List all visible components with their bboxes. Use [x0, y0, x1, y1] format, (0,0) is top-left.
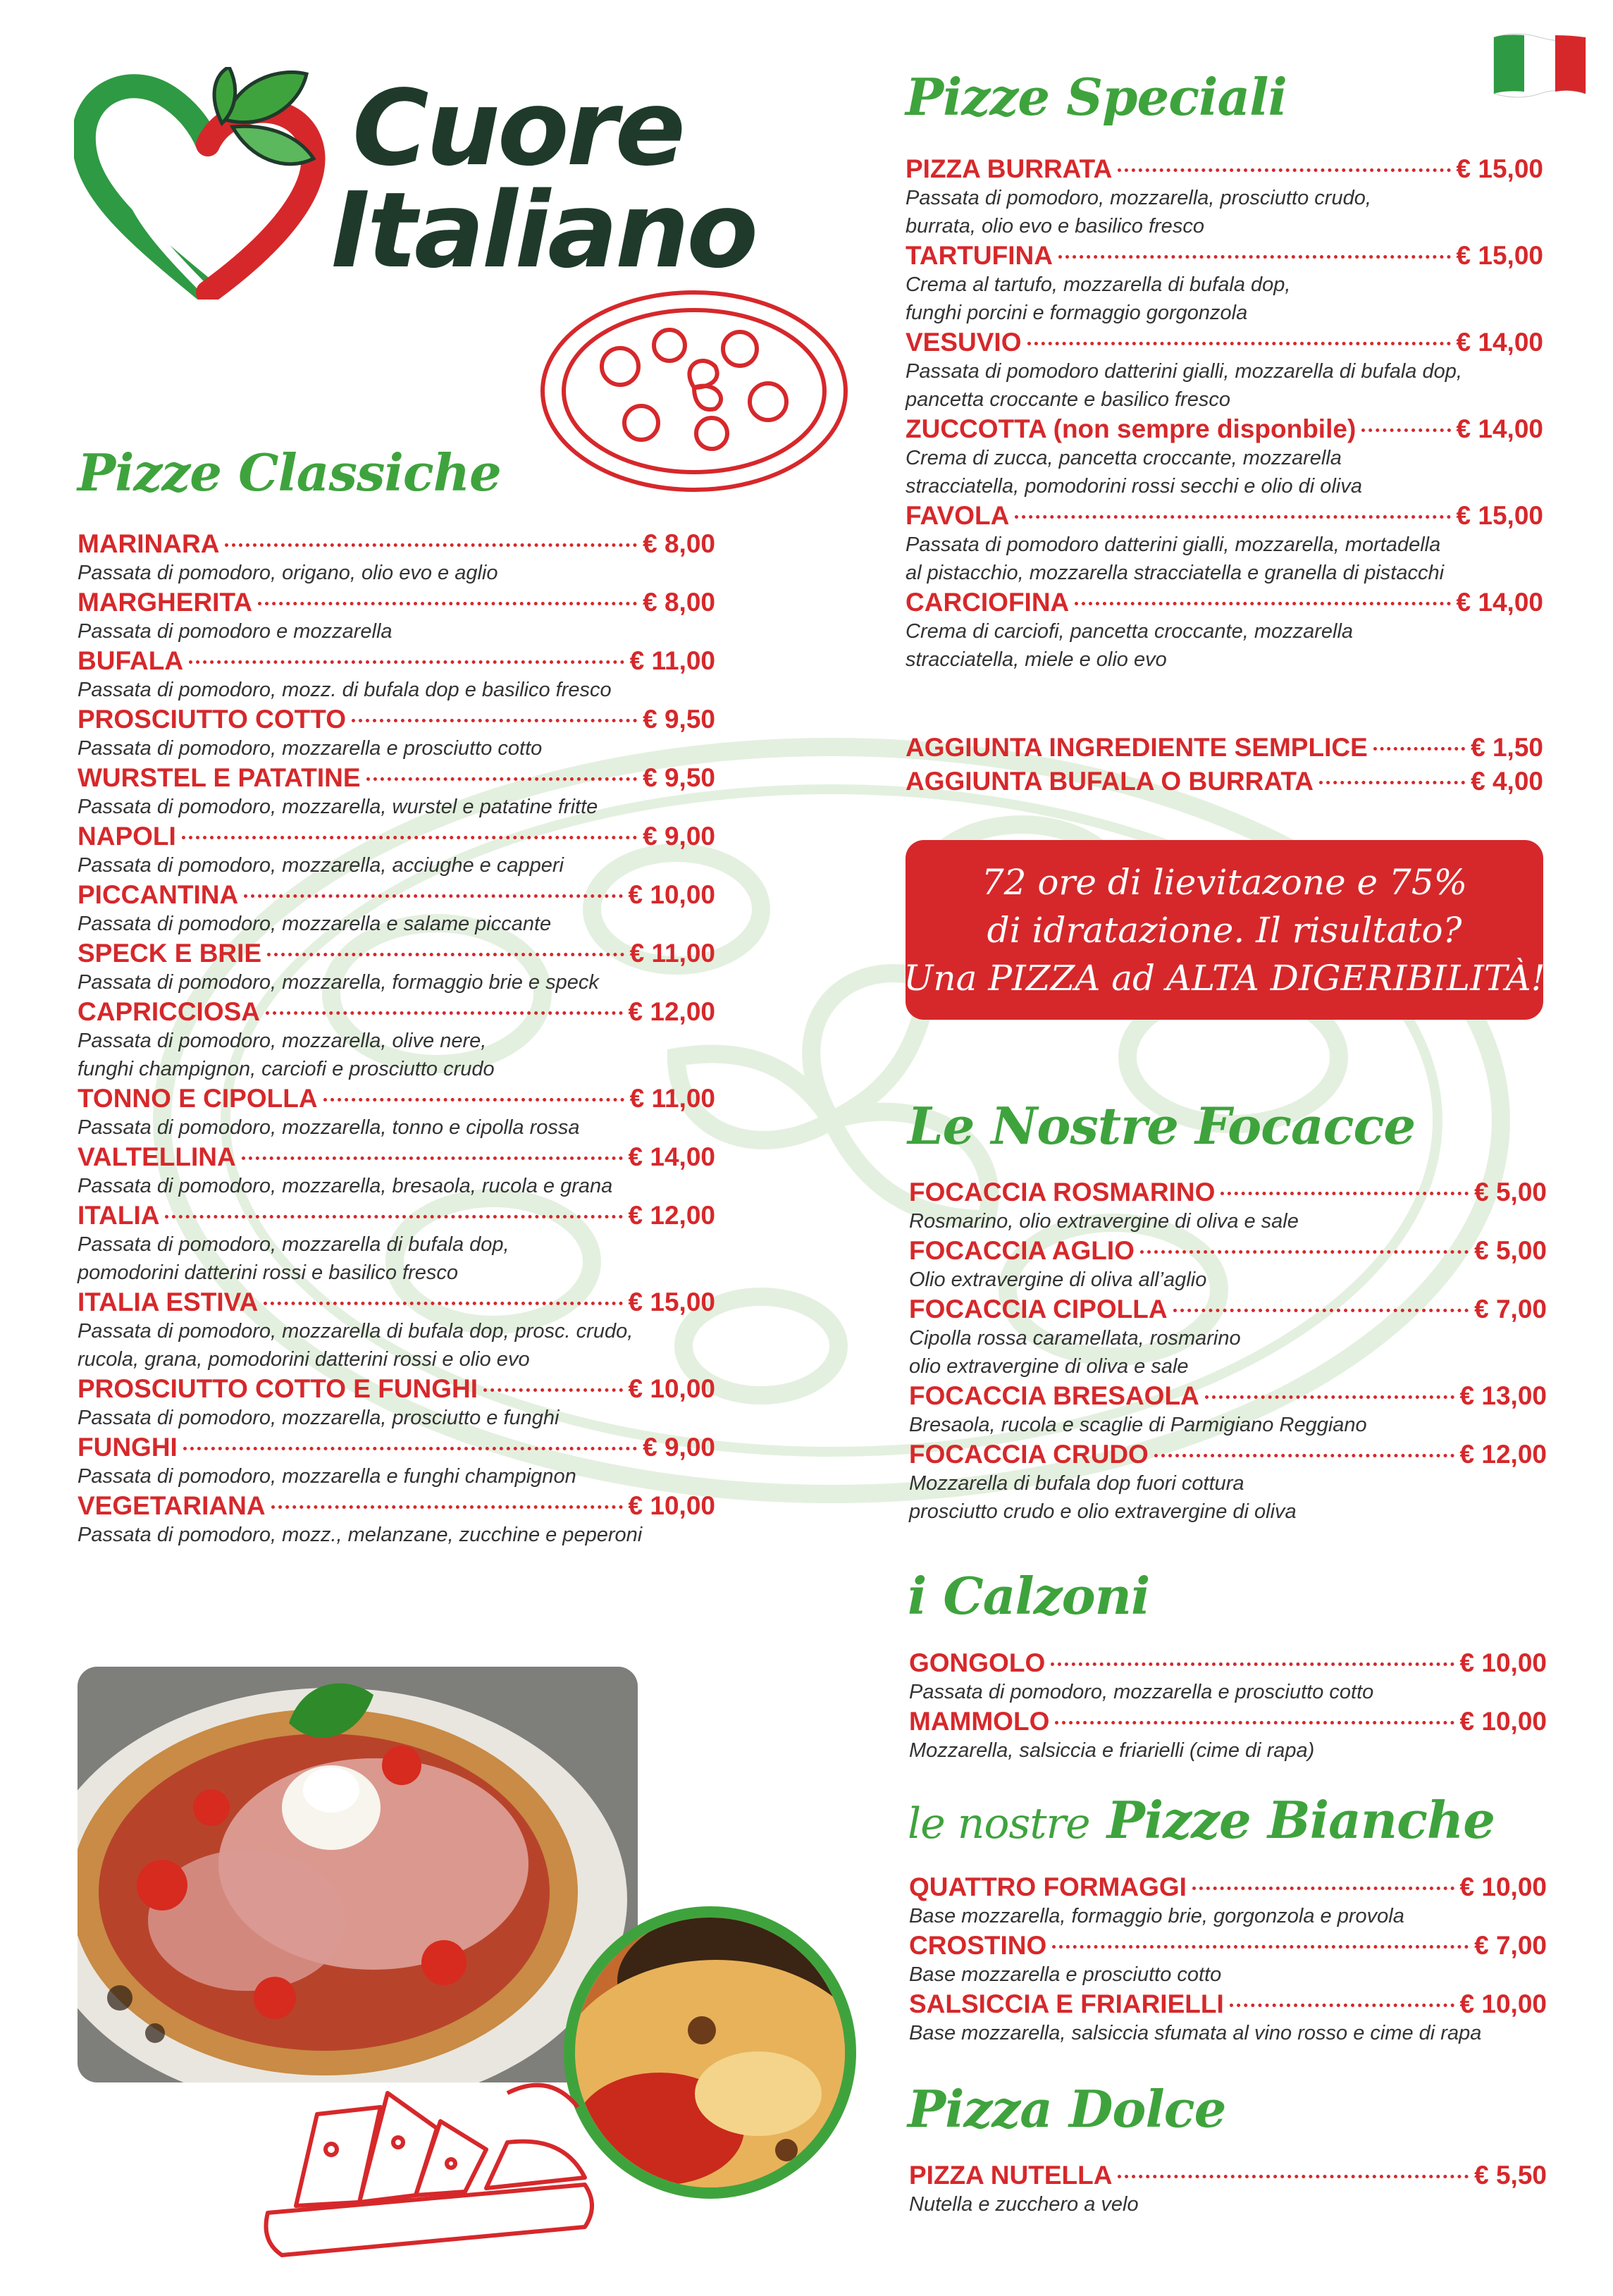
menu-item-name: CAPRICCIOSA: [78, 997, 261, 1026]
dotted-leader: [1055, 1721, 1454, 1724]
dotted-leader: [264, 1302, 622, 1305]
menu-item-name: SALSICCIA E FRIARIELLI: [909, 1989, 1224, 2018]
menu-item-name: FOCACCIA ROSMARINO: [909, 1178, 1216, 1206]
menu-classiche: [78, 529, 715, 1549]
menu-item-description: Crema di carciofi, pancetta croccante, mozzarella: [906, 620, 1354, 643]
pizza-burrata-photo: [78, 1667, 638, 2082]
menu-item-name: PIZZA BURRATA: [906, 154, 1113, 183]
menu-item-description: Bresaola, rucola e scaglie di Parmigiano Reggiano: [909, 1414, 1367, 1436]
menu-item-price: € 10,00: [1459, 1648, 1547, 1677]
menu-item-row: [78, 879, 715, 910]
dotted-leader: [189, 660, 624, 664]
menu-item-description: Passata di pomodoro datterini gialli, mozzarella di bufala dop,: [906, 360, 1462, 383]
dotted-leader: [323, 1098, 624, 1101]
menu-item: [906, 765, 1543, 799]
menu-item-description: Passata di pomodoro, mozzarella e funghi champignon: [78, 1465, 576, 1488]
menu-item-name: AGGIUNTA BUFALA O BURRATA: [906, 767, 1314, 796]
menu-item-row: [906, 500, 1543, 531]
section-title-calzoni: i Calzoni: [908, 1566, 1150, 1626]
menu-item-row: [78, 1287, 715, 1317]
menu-item: [78, 1374, 715, 1432]
dotted-leader: [1230, 2004, 1454, 2007]
menu-item-name: AGGIUNTA INGREDIENTE SEMPLICE: [906, 733, 1368, 762]
menu-item-row: [909, 1648, 1547, 1678]
menu-item: [78, 529, 715, 587]
menu-item-price: € 14,00: [1456, 328, 1543, 357]
section-title-focacce: Le Nostre Focacce: [908, 1096, 1416, 1156]
menu-item-price: € 14,00: [628, 1142, 715, 1171]
dotted-leader: [1118, 168, 1450, 172]
dotted-leader: [1361, 428, 1450, 432]
dotted-leader: [483, 1388, 623, 1392]
menu-item: [906, 500, 1543, 587]
menu-item-row: [78, 1374, 715, 1404]
menu-item-description: funghi champignon, carciofi e prosciutto crudo: [78, 1058, 495, 1080]
menu-item-description: Base mozzarella e prosciutto cotto: [909, 1963, 1222, 1986]
menu-item-row: [909, 1439, 1547, 1469]
menu-item: [906, 154, 1543, 240]
menu-item-name: TARTUFINA: [906, 241, 1053, 270]
menu-item-price: € 7,00: [1474, 1931, 1547, 1960]
dotted-leader: [1154, 1454, 1454, 1457]
menu-item-price: € 7,00: [1474, 1295, 1547, 1323]
menu-item-description: Passata di pomodoro datterini gialli, mozzarella, mortadella: [906, 533, 1441, 556]
pizza-closeup-photo: [564, 1906, 856, 2199]
menu-item: [78, 704, 715, 763]
logo-wordmark: [331, 68, 756, 291]
menu-item-price: € 10,00: [1459, 1872, 1547, 1901]
menu-item: [906, 240, 1543, 327]
dotted-leader: [1373, 747, 1465, 751]
menu-item-name: PROSCIUTTO COTTO: [78, 705, 346, 734]
menu-item-row: [909, 1177, 1547, 1207]
logo-line-1: Cuore: [352, 68, 684, 189]
menu-item-name: FOCACCIA AGLIO: [909, 1236, 1135, 1265]
menu-item-price: € 11,00: [629, 646, 715, 675]
menu-item-price: € 4,00: [1471, 767, 1543, 796]
menu-item-name: GONGOLO: [909, 1648, 1046, 1677]
menu-item: [78, 879, 715, 938]
section-title-classiche: Pizze Classiche: [78, 443, 501, 502]
menu-item-price: € 10,00: [1459, 1707, 1547, 1736]
menu-item-price: € 13,00: [1459, 1381, 1547, 1410]
menu-item-row: [909, 1294, 1547, 1324]
menu-item-description: Passata di pomodoro, mozzarella, olive nere,: [78, 1030, 487, 1052]
menu-item-description: rucola, grana, pomodorini datterini rossi e olio evo: [78, 1348, 530, 1371]
menu-item-row: [906, 732, 1543, 765]
menu-item-row: [909, 1930, 1547, 1961]
dotted-leader: [1015, 515, 1450, 519]
menu-item-name: PICCANTINA: [78, 880, 239, 909]
menu-item-description: Crema di zucca, pancetta croccante, mozzarella: [906, 447, 1342, 469]
menu-item-row: [906, 154, 1543, 184]
menu-item-name: NAPOLI: [78, 822, 176, 851]
menu-item-name: FOCACCIA CIPOLLA: [909, 1295, 1168, 1323]
menu-item-description: Passata di pomodoro, mozzarella, wurstel e patatine fritte: [78, 796, 598, 818]
menu-item-description: stracciatella, miele e olio evo: [906, 648, 1167, 671]
menu-item-name: FUNGHI: [78, 1433, 178, 1462]
dotted-leader: [1140, 1250, 1469, 1254]
menu-item-price: € 14,00: [1456, 588, 1543, 617]
menu-item: [78, 587, 715, 646]
menu-item-name: ZUCCOTTA (non sempre disponbile): [906, 414, 1356, 443]
menu-item-name: ITALIA: [78, 1201, 160, 1230]
menu-item-price: € 11,00: [629, 939, 715, 968]
menu-item: [78, 938, 715, 996]
menu-item-price: € 8,00: [643, 529, 715, 558]
menu-item-row: [909, 1989, 1547, 2019]
section-title-bianche-main: Pizze Bianche: [1106, 1790, 1495, 1850]
menu-item-name: TONNO E CIPOLLA: [78, 1084, 318, 1113]
menu-item: [78, 996, 715, 1083]
menu-item-description: Base mozzarella, formaggio brie, gorgonzola e provola: [909, 1905, 1404, 1927]
menu-item-name: FOCACCIA CRUDO: [909, 1440, 1149, 1469]
menu-item-name: VALTELLINA: [78, 1142, 236, 1171]
menu-item-description: Passata di pomodoro, mozzarella, acciughe e capperi: [78, 854, 564, 877]
menu-item: [909, 1177, 1547, 1235]
menu-item: [909, 1235, 1547, 1294]
menu-item-row: [906, 765, 1543, 799]
menu-item-name: ITALIA ESTIVA: [78, 1288, 259, 1316]
menu-item-row: [906, 414, 1543, 444]
section-title-bianche: [908, 1790, 1495, 1850]
logo-line-2: Italiano: [331, 170, 756, 291]
section-title-speciali: Pizze Speciali: [906, 67, 1287, 127]
menu-calzoni: [909, 1648, 1547, 1765]
menu-item-name: MAMMOLO: [909, 1707, 1050, 1736]
menu-item-description: Olio extravergine di oliva all’aglio: [909, 1269, 1207, 1291]
dotted-leader: [1319, 781, 1465, 784]
menu-item-row: [78, 938, 715, 968]
menu-item: [78, 821, 715, 879]
menu-item-name: FOCACCIA BRESAOLA: [909, 1381, 1199, 1410]
menu-item: [909, 1381, 1547, 1439]
dotted-leader: [183, 1447, 637, 1450]
menu-item: [78, 1287, 715, 1374]
menu-item: [909, 1872, 1547, 1930]
menu-item-name: VESUVIO: [906, 328, 1022, 357]
menu-item-description: Rosmarino, olio extravergine di oliva e sale: [909, 1210, 1299, 1233]
menu-item-description: Passata di pomodoro e mozzarella: [78, 620, 393, 643]
dotted-leader: [366, 777, 638, 781]
menu-item-description: Passata di pomodoro, mozzarella di bufala dop,: [78, 1233, 509, 1256]
menu-item: [78, 1200, 715, 1287]
menu-item-row: [78, 763, 715, 793]
menu-item-row: [78, 1142, 715, 1172]
menu-item-description: Passata di pomodoro, mozzarella, bresaola, rucola e grana: [78, 1175, 613, 1197]
menu-item: [78, 1083, 715, 1142]
menu-item-description: Base mozzarella, salsiccia sfumata al vino rosso e cime di rapa: [909, 2022, 1482, 2044]
menu-item-name: PIZZA NUTELLA: [909, 2161, 1113, 2190]
dotted-leader: [1027, 342, 1451, 345]
menu-item-row: [78, 1490, 715, 1521]
menu-item-price: € 9,00: [643, 1433, 715, 1462]
promo-line-3: Una PIZZA ad ALTA DIGERIBILITÀ!: [903, 957, 1545, 999]
promo-line-1: 72 ore di lievitazone e 75%: [981, 861, 1468, 903]
menu-item-price: € 15,00: [628, 1288, 715, 1316]
menu-item: [909, 1706, 1547, 1765]
section-title-dolce: Pizza Dolce: [908, 2079, 1226, 2139]
menu-item-description: Passata di pomodoro, mozzarella e salame piccante: [78, 913, 552, 935]
menu-item-row: [909, 2160, 1547, 2190]
menu-item-description: Cipolla rossa caramellata, rosmarino: [909, 1327, 1241, 1350]
menu-item-name: SPECK E BRIE: [78, 939, 262, 968]
menu-item-price: € 10,00: [628, 1491, 715, 1520]
menu-item-description: Mozzarella di bufala dop fuori cottura: [909, 1472, 1244, 1495]
menu-item-name: FAVOLA: [906, 501, 1010, 530]
menu-item: [78, 1490, 715, 1549]
menu-item-row: [909, 1381, 1547, 1411]
menu-item-row: [78, 1200, 715, 1230]
menu-item: [906, 732, 1543, 765]
menu-item-row: [909, 1872, 1547, 1902]
menu-item: [906, 414, 1543, 500]
promo-line-2: di idratazione. Il risultato?: [987, 909, 1462, 951]
menu-item-row: [78, 1432, 715, 1462]
menu-speciali: [906, 154, 1543, 674]
menu-item-description: Passata di pomodoro, mozzarella e prosciutto cotto: [78, 737, 543, 760]
menu-item-price: € 10,00: [628, 1374, 715, 1403]
menu-item: [78, 1142, 715, 1200]
menu-item-row: [906, 587, 1543, 617]
dotted-leader: [182, 836, 637, 839]
dotted-leader: [244, 894, 622, 898]
menu-item-description: Passata di pomodoro, mozzarella, prosciutto e funghi: [78, 1407, 560, 1429]
menu-item-name: MARINARA: [78, 529, 220, 558]
menu-item-price: € 12,00: [628, 997, 715, 1026]
dotted-leader: [1173, 1309, 1469, 1312]
menu-item: [909, 1439, 1547, 1526]
menu-item-row: [909, 1235, 1547, 1266]
dotted-leader: [267, 953, 624, 956]
menu-item-description: Crema al tartufo, mozzarella di bufala dop,: [906, 273, 1291, 296]
menu-item-description: stracciatella, pomodorini rossi secchi e olio di oliva: [906, 475, 1362, 498]
dotted-leader: [266, 1011, 623, 1015]
dotted-leader: [1220, 1192, 1469, 1195]
menu-item-description: Passata di pomodoro, origano, olio evo e aglio: [78, 562, 498, 584]
menu-item-description: Passata di pomodoro, mozzarella, tonno e cipolla rossa: [78, 1116, 580, 1139]
menu-item: [78, 646, 715, 704]
dotted-leader: [1118, 2175, 1469, 2178]
menu-item-row: [906, 327, 1543, 357]
menu-item-description: Mozzarella, salsiccia e friarielli (cime di rapa): [909, 1739, 1315, 1762]
menu-item-description: olio extravergine di oliva e sale: [909, 1355, 1189, 1378]
menu-item-name: VEGETARIANA: [78, 1491, 266, 1520]
menu-item-row: [78, 529, 715, 559]
menu-item: [909, 2160, 1547, 2218]
promo-banner: [903, 840, 1545, 1020]
menu-item-row: [78, 646, 715, 676]
menu-item-description: Passata di pomodoro, mozzarella di bufala dop, prosc. crudo,: [78, 1320, 634, 1343]
menu-item: [78, 763, 715, 821]
menu-item-row: [78, 587, 715, 617]
menu-item: [906, 327, 1543, 414]
menu-focacce: [909, 1177, 1547, 1526]
menu-item: [78, 1432, 715, 1490]
menu-item-row: [78, 704, 715, 734]
dotted-leader: [165, 1215, 622, 1218]
menu-item-price: € 5,50: [1474, 2161, 1547, 2190]
dotted-leader: [225, 543, 637, 547]
menu-item-price: € 5,00: [1474, 1178, 1547, 1206]
dotted-leader: [1205, 1395, 1454, 1399]
menu-item-description: pancetta croccante e basilico fresco: [906, 388, 1231, 411]
menu-item-name: CROSTINO: [909, 1931, 1047, 1960]
menu-item-price: € 10,00: [628, 880, 715, 909]
dotted-leader: [242, 1156, 623, 1160]
menu-item-name: MARGHERITA: [78, 588, 253, 617]
menu-item-price: € 14,00: [1456, 414, 1543, 443]
menu-item: [906, 587, 1543, 674]
section-title-bianche-prefix: le nostre: [908, 1799, 1090, 1848]
italy-flag-icon: [1490, 27, 1589, 101]
menu-item-price: € 15,00: [1456, 501, 1543, 530]
menu-item-price: € 12,00: [628, 1201, 715, 1230]
pizza-sketch-icon: [536, 282, 853, 500]
menu-item-row: [909, 1706, 1547, 1736]
menu-item-price: € 8,00: [643, 588, 715, 617]
menu-item-price: € 9,50: [643, 763, 715, 792]
dotted-leader: [258, 602, 637, 605]
menu-item-price: € 5,00: [1474, 1236, 1547, 1265]
menu-item-description: prosciutto crudo e olio extravergine di oliva: [909, 1500, 1297, 1523]
menu-item-description: pomodorini datterini rossi e basilico fresco: [78, 1261, 458, 1284]
menu-item-description: funghi porcini e formaggio gorgonzola: [906, 302, 1248, 324]
menu-item-description: Passata di pomodoro, mozzarella, prosciutto crudo,: [906, 187, 1371, 209]
menu-item-row: [78, 1083, 715, 1113]
menu-item: [909, 1930, 1547, 1989]
menu-item-price: € 15,00: [1456, 241, 1543, 270]
menu-item-name: CARCIOFINA: [906, 588, 1070, 617]
menu-item-row: [78, 821, 715, 851]
menu-item-name: WURSTEL E PATATINE: [78, 763, 361, 792]
menu-item-description: burrata, olio evo e basilico fresco: [906, 215, 1204, 237]
menu-dolce: [909, 2160, 1547, 2218]
dotted-leader: [271, 1505, 623, 1509]
menu-item-description: Passata di pomodoro, mozz. di bufala dop e basilico fresco: [78, 679, 612, 701]
dotted-leader: [352, 719, 637, 722]
menu-item-price: € 10,00: [1459, 1989, 1547, 2018]
menu-item-price: € 15,00: [1456, 154, 1543, 183]
cheese-board-sketch-icon: [254, 2065, 606, 2276]
menu-item-price: € 11,00: [629, 1084, 715, 1113]
menu-item-price: € 1,50: [1471, 733, 1543, 762]
menu-bianche: [909, 1872, 1547, 2047]
dotted-leader: [1192, 1887, 1454, 1890]
dotted-leader: [1075, 602, 1450, 605]
menu-item-name: QUATTRO FORMAGGI: [909, 1872, 1187, 1901]
menu-item-description: al pistacchio, mozzarella stracciatella e granella di pistacchi: [906, 562, 1445, 584]
menu-item-price: € 12,00: [1459, 1440, 1547, 1469]
menu-item-name: PROSCIUTTO COTTO E FUNGHI: [78, 1374, 478, 1403]
menu-item: [909, 1989, 1547, 2047]
heart-logo-icon: [74, 67, 342, 300]
menu-item-price: € 9,00: [643, 822, 715, 851]
menu-item-name: BUFALA: [78, 646, 184, 675]
menu-item-description: Passata di pomodoro, mozzarella, formaggio brie e speck: [78, 971, 599, 994]
menu-item: [909, 1648, 1547, 1706]
menu-item-row: [906, 240, 1543, 271]
dotted-leader: [1052, 1945, 1469, 1949]
menu-extras: [906, 732, 1543, 799]
menu-item-row: [78, 996, 715, 1027]
dotted-leader: [1051, 1662, 1454, 1666]
menu-item-description: Nutella e zucchero a velo: [909, 2193, 1139, 2216]
dotted-leader: [1058, 255, 1451, 259]
menu-item: [909, 1294, 1547, 1381]
menu-item-description: Passata di pomodoro, mozzarella e prosciutto cotto: [909, 1681, 1374, 1703]
menu-item-description: Passata di pomodoro, mozz., melanzane, zucchine e peperoni: [78, 1524, 643, 1546]
menu-item-price: € 9,50: [643, 705, 715, 734]
